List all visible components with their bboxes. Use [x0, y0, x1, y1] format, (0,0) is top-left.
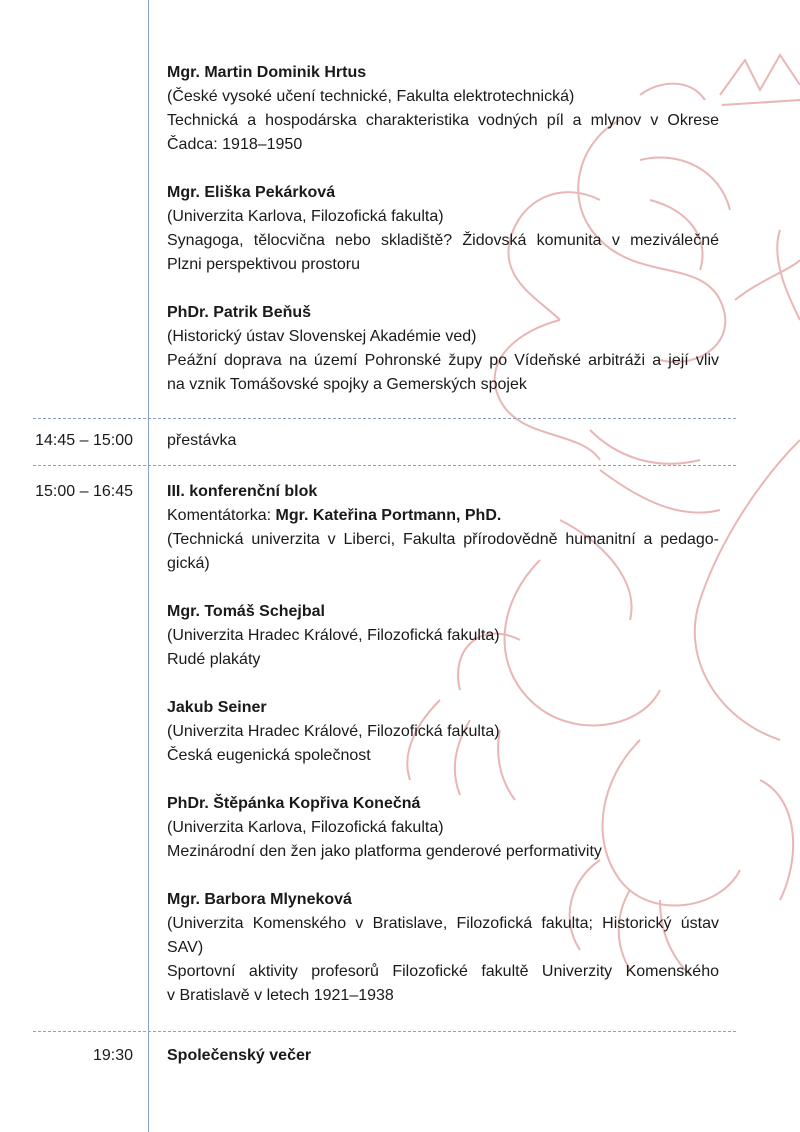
speaker-name: PhDr. Patrik Beňuš [167, 304, 312, 321]
session-header [167, 480, 719, 576]
speaker-name: Mgr. Eliška Pekárková [167, 184, 336, 201]
commentator-affiliation: (Technická univerzita v Liberci, Fakulta přírodovědně humanitní a pedago- [167, 531, 719, 548]
speaker-name: Jakub Seiner [167, 699, 267, 716]
break-time: 14:45 – 15:00 [35, 432, 133, 449]
talk-title-line: Mezinárodní den žen jako platforma genderové performativity [167, 843, 602, 860]
commentator-name: Mgr. Kateřina Portmann, PhD. [275, 507, 502, 524]
session-a-speakers [167, 61, 719, 421]
timeline-vertical-rule [148, 0, 149, 1132]
speaker-entry [167, 696, 719, 768]
commentator-affiliation: gická) [167, 555, 210, 572]
session-b [167, 480, 719, 1032]
talk-title-line: v Bratislavě v letech 1921–1938 [167, 987, 394, 1004]
speaker-entry [167, 792, 719, 864]
speaker-entry [167, 888, 719, 1008]
speaker-name: Mgr. Tomáš Schejbal [167, 603, 325, 620]
speaker-affiliation: (Univerzita Komenského v Bratislave, Filozofická fakulta; Historický ústav [167, 915, 719, 932]
speaker-affiliation: (Historický ústav Slovenskej Akadémie ved) [167, 328, 477, 345]
speaker-affiliation: SAV) [167, 939, 204, 956]
separator-rule [33, 465, 736, 466]
speaker-affiliation: (Univerzita Hradec Králové, Filozofická fakulta) [167, 723, 500, 740]
session-title: III. konferenční blok [167, 483, 318, 500]
evening-wrap [167, 1044, 719, 1068]
evening-time: 19:30 [92, 1047, 133, 1064]
talk-title-line: Plzni perspektivou prostoru [167, 256, 360, 273]
speaker-affiliation: (České vysoké učení technické, Fakulta elektrotechnická) [167, 88, 575, 105]
evening-label: Společenský večer [167, 1047, 312, 1064]
speaker-affiliation: (Univerzita Karlova, Filozofická fakulta) [167, 819, 444, 836]
talk-title-line: Synagoga, tělocvična nebo skladiště? Židovská komunita v meziválečné [167, 232, 719, 249]
talk-title-line: Peážní doprava na území Pohronské župy po Vídeňské arbitráži a její vliv [167, 352, 719, 369]
speaker-entry [167, 61, 719, 157]
speaker-entry [167, 301, 719, 397]
session-time: 15:00 – 16:45 [35, 483, 133, 500]
talk-title-line: Sportovní aktivity profesorů Filozofické fakultě Univerzity Komenského [167, 963, 719, 980]
speaker-name: Mgr. Barbora Mlyneková [167, 891, 352, 908]
speaker-entry [167, 181, 719, 277]
talk-title-line: Technická a hospodárska charakteristika vodných píl a mlynov v Okrese [167, 112, 719, 129]
break-label-wrap [167, 429, 719, 453]
speaker-entry [167, 600, 719, 672]
speaker-name: Mgr. Martin Dominik Hrtus [167, 64, 367, 81]
break-label: přestávka [167, 432, 237, 449]
commentator-prefix: Komentátorka: [167, 507, 276, 524]
talk-title-line: Česká eugenická společnost [167, 747, 371, 764]
talk-title-line: Čadca: 1918–1950 [167, 136, 303, 153]
speaker-affiliation: (Univerzita Hradec Králové, Filozofická fakulta) [167, 627, 500, 644]
speaker-name: PhDr. Štěpánka Kopřiva Konečná [167, 795, 421, 812]
talk-title-line: Rudé plakáty [167, 651, 261, 668]
speaker-affiliation: (Univerzita Karlova, Filozofická fakulta) [167, 208, 444, 225]
commentator-line [167, 504, 719, 528]
talk-title-line: na vznik Tomášovské spojky a Gemerských spojek [167, 376, 527, 393]
